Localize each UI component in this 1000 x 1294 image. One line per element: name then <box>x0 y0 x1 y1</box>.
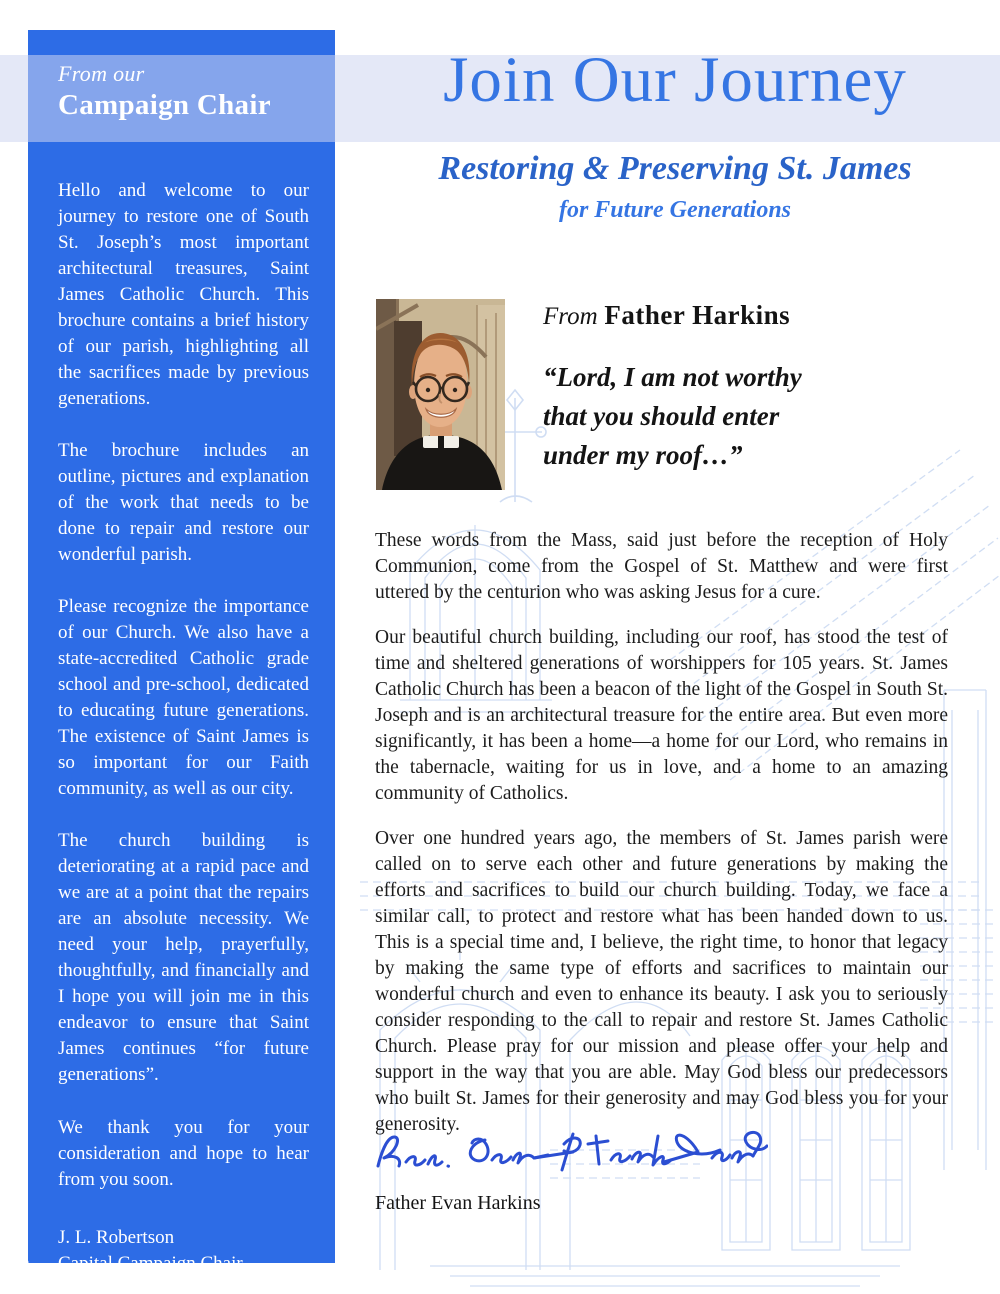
father-harkins-photo <box>376 299 505 490</box>
page-title: Join Our Journey <box>443 44 907 116</box>
sidebar-title: Campaign Chair <box>58 89 271 122</box>
sidebar-paragraph: The brochure includes an outline, pictures and explanation of the work that needs to be done to repair and restore our wonderful parish. <box>58 440 309 566</box>
page-subtitle: Restoring & Preserving St. James <box>438 150 912 187</box>
sidebar-paragraph: Please recognize the importance of our Church. We also have a state-accredited Catholic grade school and pre-school, dedicated to educating future generations. The existence of Saint James is so important for our Faith community, as well as our city. <box>58 596 309 800</box>
signoff-title: Capital Campaign Chair <box>58 1252 243 1274</box>
sidebar-paragraph: We thank you for your consideration and hope to hear from you soon. <box>58 1116 309 1190</box>
sidebar-paragraph: The church building is deteriorating at a rapid pace and we are at a point that the repairs are an absolute necessity. We need your help, prayerfully, thoughtfully, and financially and I hope you will join me in this endeavor to ensure that Saint James continues “for future generations”. <box>58 830 309 1086</box>
letter-heading <box>543 300 790 331</box>
letter-paragraph: These words from the Mass, said just before the reception of Holy Communion, come from the Gospel of St. Matthew and were first uttered by the centurion who was asking Jesus for a cure. <box>375 530 948 603</box>
letter-paragraph: Over one hundred years ago, the members of St. James parish were called on to serve each other and future generations by making the efforts and sacrifices to build our church building. Today, we face a similar call, to protect and restore what has been handed down to us. This is a special time and, I believe, the right time, to honor that legacy by making the same type of efforts and sacrifices to maintain our wonderful church and even to enhance its beauty. I ask you to seriously consider responding to the call to repair and restore St. James Catholic Church. Please pray for our mission and please offer your help and support in the way that you are able. May God bless our predecessors who built St. James for their generosity and may God bless you for your generosity. <box>375 828 948 1135</box>
page-subtitle-secondary: for Future Generations <box>558 197 792 223</box>
sidebar-paragraph: Hello and welcome to our journey to restore one of South St. Joseph’s most important architectural treasures, Saint James Catholic Church. This brochure contains a brief history of our parish, highlighting all the sacrifices made by previous generations. <box>58 180 309 410</box>
sidebar-eyebrow: From our <box>58 61 145 86</box>
pull-quote-line: under my roof…” <box>543 440 743 470</box>
page-number: 2 <box>17 1255 29 1281</box>
letter-from-label: From <box>543 303 598 330</box>
signoff-name: J. L. Robertson <box>58 1226 175 1248</box>
sidebar-signoff <box>58 1225 309 1277</box>
signature-printed-name: Father Evan Harkins <box>375 1192 541 1214</box>
letter-paragraph: Our beautiful church building, including our roof, has stood the test of time and sheltered generations of worshippers for 105 years. St. James Catholic Church has been a beacon of the light of the Gospel in South St. Joseph and is an architectural treasure for the entire area. But even more significantly, it has been a home—a home for our Lord, who remains in the tabernacle, waiting for us in love, and a home to an amazing community of Catholics. <box>375 627 948 804</box>
signature-handwriting <box>368 1122 768 1192</box>
pull-quote-line: that you should enter <box>543 401 780 431</box>
letter-author: Father Harkins <box>604 300 791 330</box>
pull-quote <box>543 358 893 475</box>
sidebar-letter <box>58 178 309 1277</box>
pull-quote-line: “Lord, I am not worthy <box>543 362 802 392</box>
letter-body <box>375 528 948 1157</box>
sidebar-header <box>58 62 271 122</box>
